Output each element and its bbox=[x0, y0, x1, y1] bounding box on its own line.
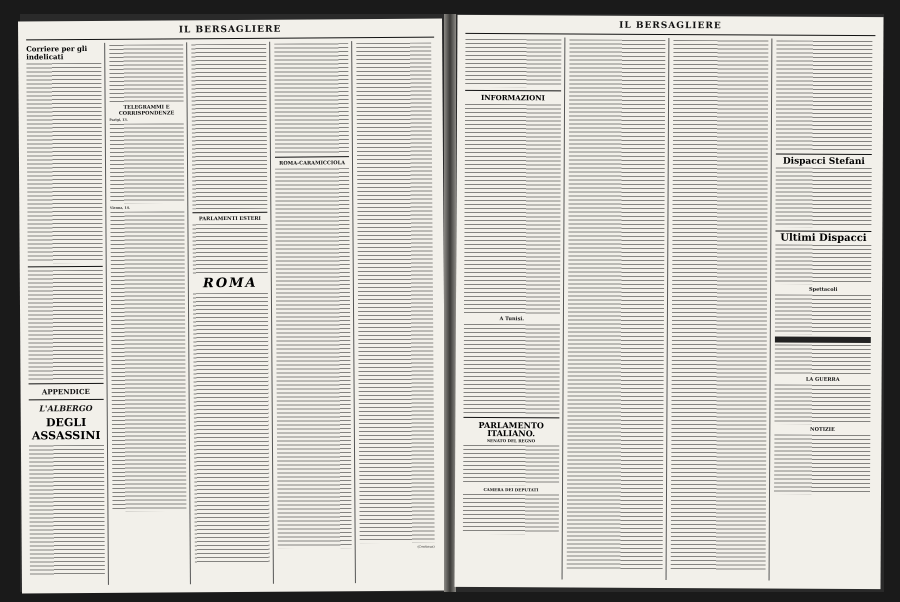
col1-text bbox=[26, 63, 102, 264]
left-column-5 bbox=[357, 41, 438, 584]
left-column-2 bbox=[109, 42, 191, 585]
col3-text-bottom bbox=[193, 293, 269, 564]
advert-bar bbox=[775, 337, 871, 344]
rcol1-text-mid bbox=[464, 104, 561, 314]
rcol1-text-senato bbox=[463, 445, 559, 486]
roma-casamicciola-heading: ROMA-CARAMICCIOLA bbox=[279, 160, 346, 167]
right-column-4 bbox=[774, 39, 876, 582]
left-masthead bbox=[26, 23, 434, 41]
rcol4-text-notizie bbox=[774, 435, 870, 496]
left-page bbox=[18, 19, 446, 594]
informazioni-heading: INFORMAZIONI bbox=[480, 93, 545, 103]
left-masthead-title: IL BERSAGLIERE bbox=[178, 24, 282, 36]
rcol4-text-ultimi bbox=[775, 245, 871, 286]
rcol1-text-camera bbox=[463, 494, 559, 535]
parlamento-italiano-heading: PARLAMENTO ITALIANO. bbox=[478, 420, 544, 439]
right-masthead bbox=[465, 19, 875, 36]
col3-text-top bbox=[191, 44, 267, 210]
continua-note: (Continua) bbox=[417, 544, 435, 549]
camera-heading: CAMERA DEI DEPUTATI bbox=[483, 487, 539, 493]
rcol4-text-guerra bbox=[775, 385, 871, 426]
col2-text-top bbox=[109, 44, 184, 103]
parigi-dateline: Parigi, 13. bbox=[109, 117, 128, 122]
appendice-title: APPENDICE bbox=[41, 386, 90, 397]
right-column-2 bbox=[566, 37, 669, 580]
right-page bbox=[455, 15, 884, 589]
albergo-title: L'ALBERGO bbox=[39, 402, 93, 414]
senato-heading: SENATO DEL REGNO bbox=[487, 438, 536, 444]
notizie-heading: NOTIZIE bbox=[810, 426, 835, 433]
col1-text-2 bbox=[28, 270, 103, 381]
rcol4-text-top bbox=[776, 41, 872, 151]
spettacoli-heading: Spettacoli bbox=[809, 286, 838, 293]
right-column-1 bbox=[463, 37, 566, 580]
left-column-3 bbox=[191, 42, 273, 585]
ultimi-dispacci-heading: Ultimi Dispacci bbox=[780, 232, 867, 245]
rcol1-text-top bbox=[465, 39, 561, 88]
telegrammi-heading: TELEGRAMMI E CORRISPONDENZE bbox=[118, 104, 175, 117]
vienna-dateline: Vienna, 14. bbox=[109, 205, 131, 211]
left-column-4 bbox=[274, 41, 356, 584]
rcol2-text bbox=[566, 39, 665, 569]
col5-text bbox=[357, 43, 435, 544]
col1-heading: Corriere per gli indelicati bbox=[26, 44, 88, 62]
rcol1-text-tunisi bbox=[463, 324, 559, 415]
right-column-3 bbox=[670, 38, 773, 581]
guerra-heading: LA GUERRA bbox=[805, 376, 840, 383]
col2-text-bottom bbox=[110, 212, 187, 513]
col2-text-mid bbox=[109, 124, 184, 205]
left-column-1 bbox=[26, 43, 108, 586]
col3-text-mid bbox=[193, 224, 268, 275]
rcol4-text-spettacoli bbox=[775, 295, 871, 336]
newspaper-spread bbox=[20, 14, 884, 592]
col4-text-top bbox=[274, 43, 349, 154]
col4-text bbox=[275, 168, 352, 549]
rcol3-text bbox=[670, 40, 769, 570]
rcol4-advert-text bbox=[775, 345, 871, 376]
assassini-title: DEGLI ASSASSINI bbox=[31, 416, 101, 443]
parlamenti-esteri: PARLAMENTI ESTERI bbox=[198, 215, 261, 223]
a-tunisi-heading: A Tunisi. bbox=[499, 316, 525, 323]
right-masthead-title: IL BERSAGLIERE bbox=[619, 20, 722, 32]
roma-heading: ROMA bbox=[202, 275, 258, 292]
rcol4-text-dispacci bbox=[776, 168, 872, 229]
appendice-text bbox=[29, 445, 104, 576]
dispacci-stefani-heading: Dispacci Stefani bbox=[782, 156, 865, 168]
